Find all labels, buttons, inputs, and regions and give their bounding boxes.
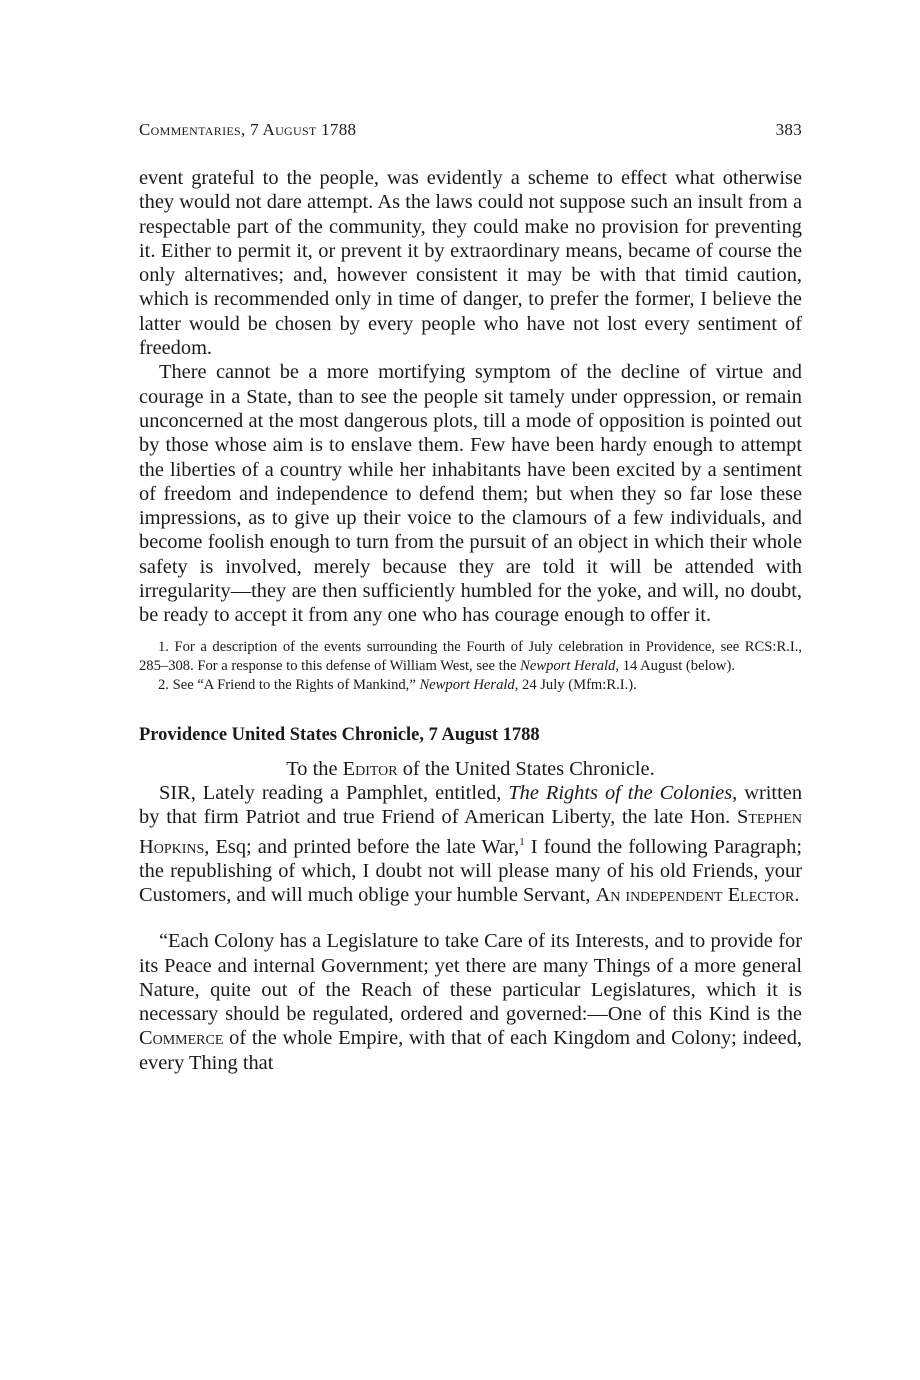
paragraph-continued: event grateful to the people, was evidently a scheme to effect what otherwise they would not dare attempt. As the laws could not suppose such an insult from a respectable part of the community, they could make no provision for preventing it. Either to permit it, or prevent it by extraordinary means, became of course the only alternatives; and, however consistent it may be with that timid caution, which is recommended only in time of danger, to prefer the former, I believe the latter would be chosen by every people who have not lost every sentiment of freedom. xyxy=(139,167,802,360)
section-heading: Providence United States Chronicle, 7 August 1788 xyxy=(139,724,540,745)
letter-paragraph: SIR, Lately reading a Pamphlet, entitled, The Rights of the Colonies, written by that firm Patriot and true Friend of American Liberty, the late Hon. Stephen Hopkins, Esq; and printed before the late War,$^1$ I found the following Paragraph; the republishing of which, I doubt not will please many of his old Friends, your Customers, and will much oblige your humble Servant, An independent Elector. xyxy=(139,781,803,906)
footnote-2: 2. See “A Friend to the Rights of Mankind,” Newport Herald, 24 July (Mfm:R.I.). xyxy=(158,676,637,693)
paragraph: There cannot be a more mortifying symptom of the decline of virtue and courage in a State, than to see the people sit tamely under oppression, or remain unconcerned at the most dangerous plots, till a mode of opposition is pointed out by those whose aim is to enslave them. Few have been hardy enough to attempt the liberties of a country while her inhabitants have been excited by a sentiment of freedom and independence to defend them; but when they so far lose these impressions, as to give up their voice to the clamours of a few individuals, and become foolish enough to turn from the pursuit of an object in which their whole safety is involved, merely because they are told it will be attended with irregularity—they are then sufficiently humbled for the yoke, and will, no doubt, be ready to accept it from any one who has courage enough to offer it. xyxy=(139,361,802,627)
letter-text xyxy=(139,781,802,1075)
footnotes xyxy=(139,638,802,695)
footnote-1: 1. For a description of the events surrounding the Fourth of July celebration in Providence, see RCS:R.I., 285–308. For a response to this defense of William West, see the Newport Herald, 14 August (below). xyxy=(139,638,802,674)
salutation: To the Editor of the United States Chronicle. xyxy=(286,757,655,780)
footnote-ref: 1 xyxy=(519,835,525,848)
running-head xyxy=(139,120,802,150)
page-number: 383 xyxy=(775,120,802,139)
quoted-paragraph: “Each Colony has a Legislature to take Care of its Interests, and to provide for its Peace and internal Government; yet there are many Things of a more general Nature, quite out of the Reach of these particular Legislatures, which it is necessary should be regulated, ordered and governed:—One of this Kind is the Commerce of the whole Empire, with that of each Kingdom and Colony; indeed, every Thing that xyxy=(139,930,802,1074)
running-title: Commentaries, 7 August 1788 xyxy=(139,120,357,139)
body-text xyxy=(139,166,802,628)
page xyxy=(139,120,802,1075)
signature: An independent Elector xyxy=(595,883,795,906)
